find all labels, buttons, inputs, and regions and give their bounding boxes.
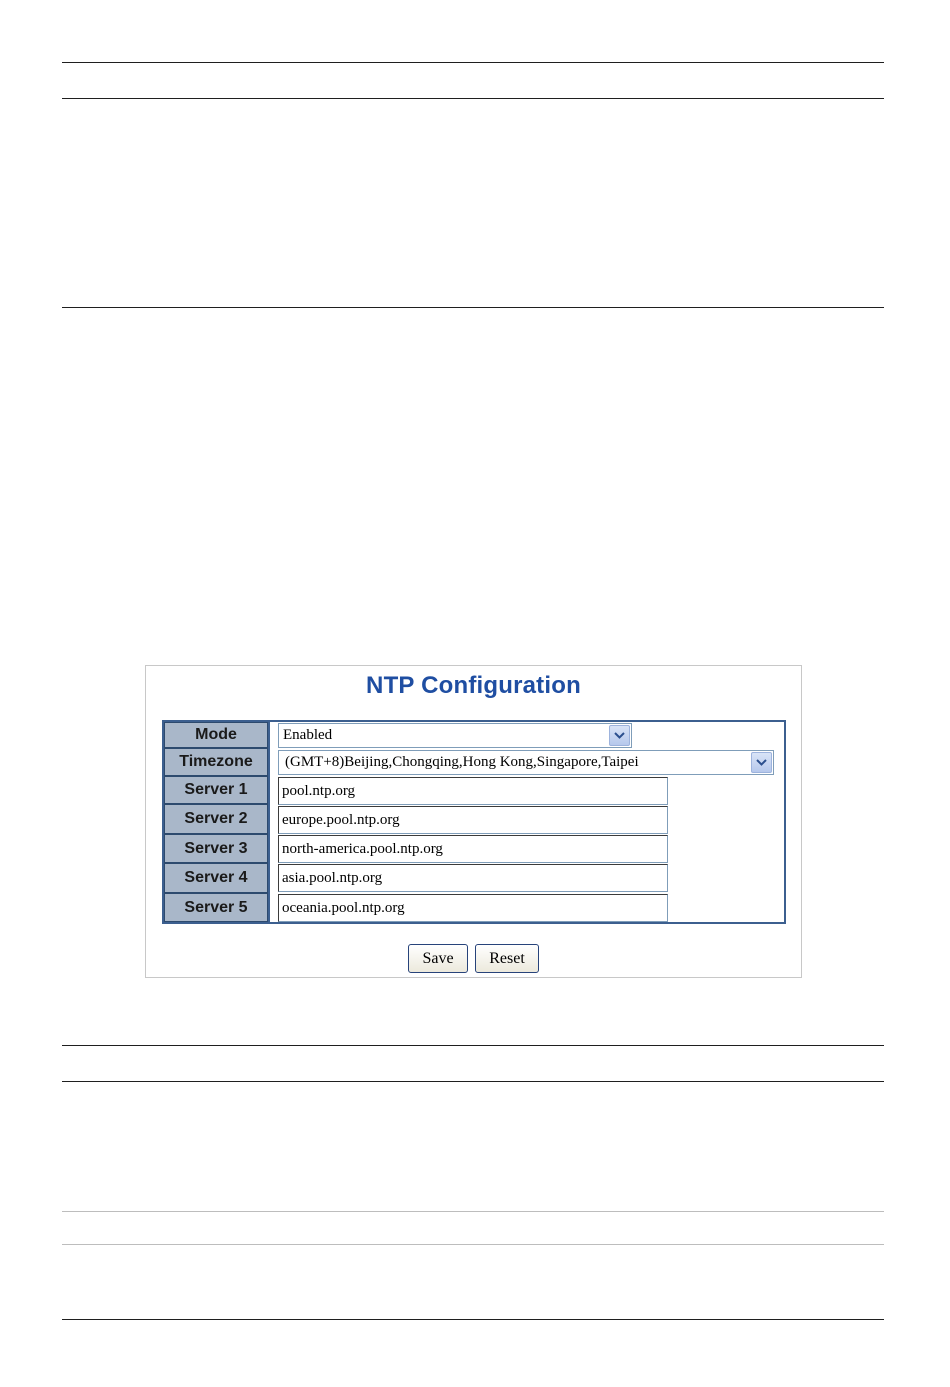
server-1-input[interactable]: pool.ntp.org [278, 777, 668, 805]
server-2-label: Server 2 [164, 804, 268, 834]
server-1-label: Server 1 [164, 776, 268, 804]
table-rule-3 [62, 1211, 884, 1212]
table-rule-2 [62, 1081, 884, 1082]
table-rule-4 [62, 1244, 884, 1245]
page-title: NTP Configuration [366, 672, 581, 699]
server-5-input[interactable]: oceania.pool.ntp.org [278, 894, 668, 922]
timezone-select-value: (GMT+8)Beijing,Chongqing,Hong Kong,Singapore,Taipei [285, 754, 639, 770]
chevron-down-icon[interactable] [751, 752, 772, 773]
timezone-label: Timezone [164, 748, 268, 776]
top-rule-2 [62, 98, 884, 99]
server-2-input[interactable]: europe.pool.ntp.org [278, 806, 668, 834]
bottom-rule [62, 1319, 884, 1320]
server-4-label: Server 4 [164, 863, 268, 893]
top-rule-1 [62, 62, 884, 63]
server-4-input[interactable]: asia.pool.ntp.org [278, 864, 668, 892]
mode-label: Mode [164, 722, 268, 748]
mode-select[interactable] [278, 723, 632, 748]
server-3-input[interactable]: north-america.pool.ntp.org [278, 835, 668, 863]
chevron-down-icon[interactable] [609, 725, 630, 746]
server-3-label: Server 3 [164, 834, 268, 863]
section-rule [62, 307, 884, 308]
mode-select-value: Enabled [283, 727, 333, 743]
ntp-config-table [162, 720, 786, 924]
save-button[interactable]: Save [408, 944, 468, 973]
server-5-label: Server 5 [164, 893, 268, 922]
timezone-select[interactable] [278, 750, 774, 775]
column-divider [268, 722, 270, 922]
reset-button[interactable]: Reset [475, 944, 539, 973]
ntp-configuration-panel [145, 665, 802, 978]
table-rule-1 [62, 1045, 884, 1046]
